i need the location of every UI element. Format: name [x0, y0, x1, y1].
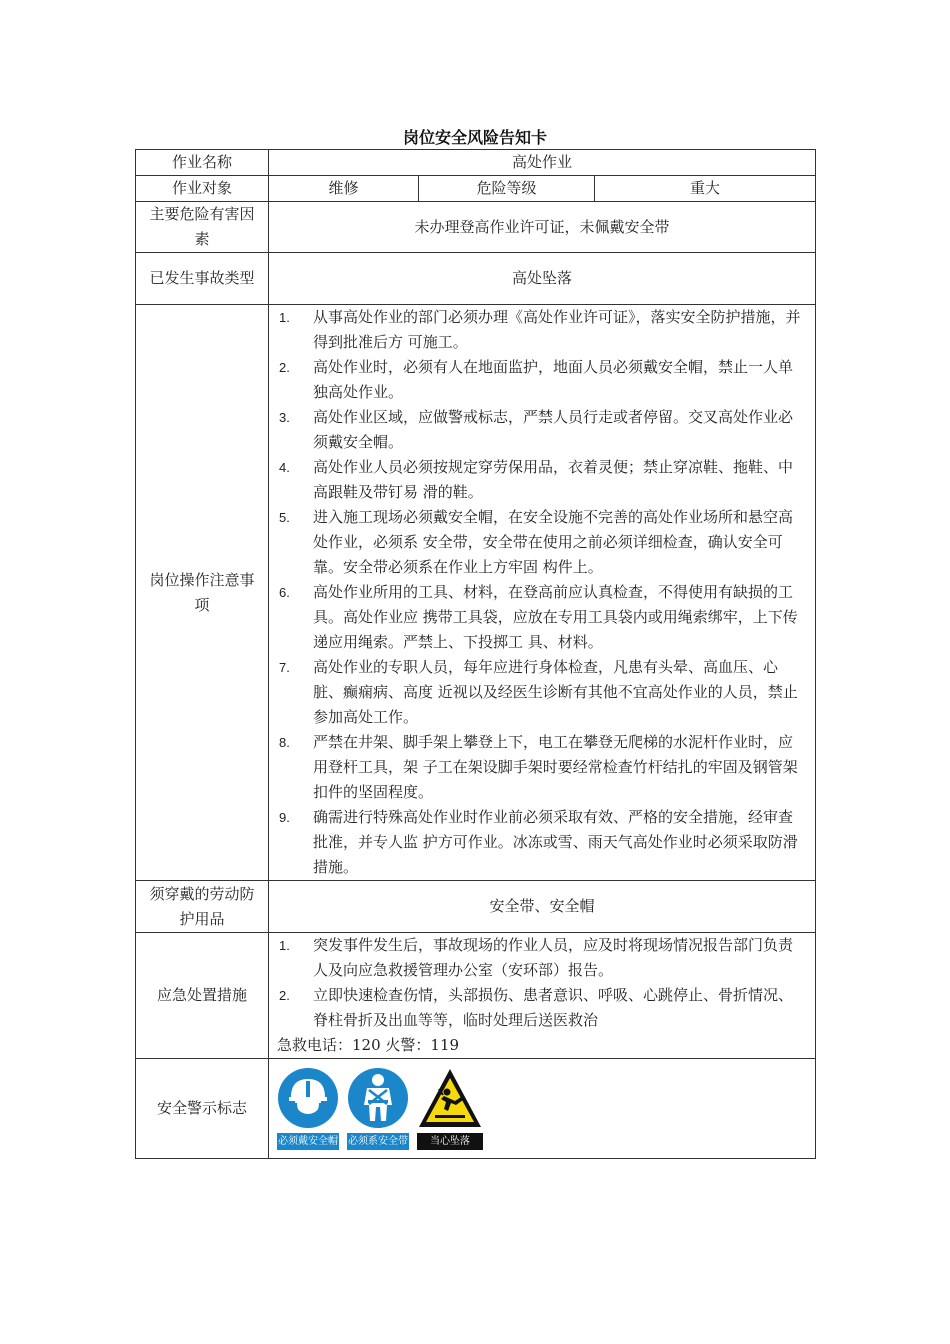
- work-object-value: 维修: [269, 176, 419, 202]
- row-accidents: [136, 253, 816, 305]
- row-emergency: [136, 933, 816, 1059]
- sign-fall: [417, 1067, 483, 1150]
- precautions-label: 岗位操作注意事项: [136, 305, 269, 881]
- fall-warning-icon: [417, 1067, 483, 1129]
- ppe-label: 须穿戴的劳动防护用品: [136, 881, 269, 933]
- precautions-list: [277, 305, 807, 880]
- signs-label: 安全警示标志: [136, 1059, 269, 1159]
- ppe-value: 安全带、安全帽: [269, 881, 816, 933]
- helmet-icon: [277, 1067, 339, 1129]
- harness-icon: [347, 1067, 409, 1129]
- sign-helmet: [277, 1067, 339, 1150]
- list-item: 1. 从事高处作业的部门必须办理《高处作业许可证》，落实安全防护措施，并得到批准后方 可施工。: [279, 308, 801, 351]
- emergency-phone: 急救电话：120 火警：119: [277, 1036, 460, 1054]
- row-ppe: [136, 881, 816, 933]
- safety-signs: [277, 1063, 807, 1154]
- row-signs: [136, 1059, 816, 1159]
- risk-card-table: [135, 149, 816, 1159]
- row-work-object: [136, 176, 816, 202]
- list-item: 2. 高处作业时，必须有人在地面监护，地面人员必须戴安全帽，禁止一人单独高处作业。: [279, 358, 794, 401]
- sign-harness-caption: 必须系安全带: [347, 1133, 409, 1150]
- row-work-name: [136, 150, 816, 176]
- row-hazards: [136, 202, 816, 253]
- work-object-label: 作业对象: [136, 176, 269, 202]
- list-item: 1. 突发事件发生后，事故现场的作业人员，应及时将现场情况报告部门负责人及向应急救援管理办公室（安环部）报告。: [279, 936, 794, 979]
- accidents-label: 已发生事故类型: [136, 253, 269, 305]
- list-item: 5. 进入施工现场必须戴安全帽，在安全设施不完善的高处作业场所和悬空高处作业，必须系 安全带，安全带在使用之前必须详细检查，确认安全可靠。安全带必须系在作业上方牢固 构件上。: [279, 508, 794, 576]
- list-item: 4. 高处作业人员必须按规定穿劳保用品，衣着灵便；禁止穿凉鞋、拖鞋、中高跟鞋及带钉易 滑的鞋。: [279, 458, 794, 501]
- precautions-cell: [269, 305, 816, 881]
- list-item: 6. 高处作业所用的工具、材料，在登高前应认真检查，不得使用有缺损的工具。高处作业应 携带工具袋，应放在专用工具袋内或用绳索绑牢，上下传递应用绳索。严禁上、下投掷工 具、材料。: [279, 583, 798, 651]
- emergency-list: [277, 933, 807, 1033]
- list-item: 9. 确需进行特殊高处作业时作业前必须采取有效、严格的安全措施，经审查批准，并专人监 护方可作业。冰冻或雪、雨天气高处作业时必须采取防滑措施。: [279, 808, 798, 876]
- work-name-label: 作业名称: [136, 150, 269, 176]
- list-item: 2. 立即快速检查伤情，头部损伤、患者意识、呼吸、心跳停止、骨折情况、脊柱骨折及出血等等，临时处理后送医救治: [279, 986, 794, 1029]
- risk-level-value: 重大: [595, 176, 816, 202]
- row-precautions: [136, 305, 816, 881]
- hazards-label: 主要危险有害因素: [136, 202, 269, 253]
- list-item: 3. 高处作业区域，应做警戒标志，严禁人员行走或者停留。交叉高处作业必须戴安全帽。: [279, 408, 794, 451]
- emergency-label: 应急处置措施: [136, 933, 269, 1059]
- hazards-value: 未办理登高作业许可证，未佩戴安全带: [269, 202, 816, 253]
- accidents-value: 高处坠落: [269, 253, 816, 305]
- page-title: 岗位安全风险告知卡: [402, 128, 547, 147]
- list-item: 7. 高处作业的专职人员，每年应进行身体检查，凡患有头晕、高血压、心脏、癫痫病、高度 近视以及经医生诊断有其他不宜高处作业的人员，禁止参加高处工作。: [279, 658, 798, 726]
- sign-harness: [347, 1067, 409, 1150]
- signs-cell: [269, 1059, 816, 1159]
- list-item: 8. 严禁在井架、脚手架上攀登上下，电工在攀登无爬梯的水泥杆作业时，应用登杆工具，架 子工在架设脚手架时要经常检查竹杆结扎的牢固及钢管架扣件的坚固程度。: [279, 733, 798, 801]
- sign-fall-caption: 当心坠落: [417, 1133, 483, 1150]
- sign-helmet-caption: 必须戴安全帽: [277, 1133, 339, 1150]
- emergency-cell: [269, 933, 816, 1059]
- risk-level-label: 危险等级: [419, 176, 595, 202]
- work-name-value: 高处作业: [269, 150, 816, 176]
